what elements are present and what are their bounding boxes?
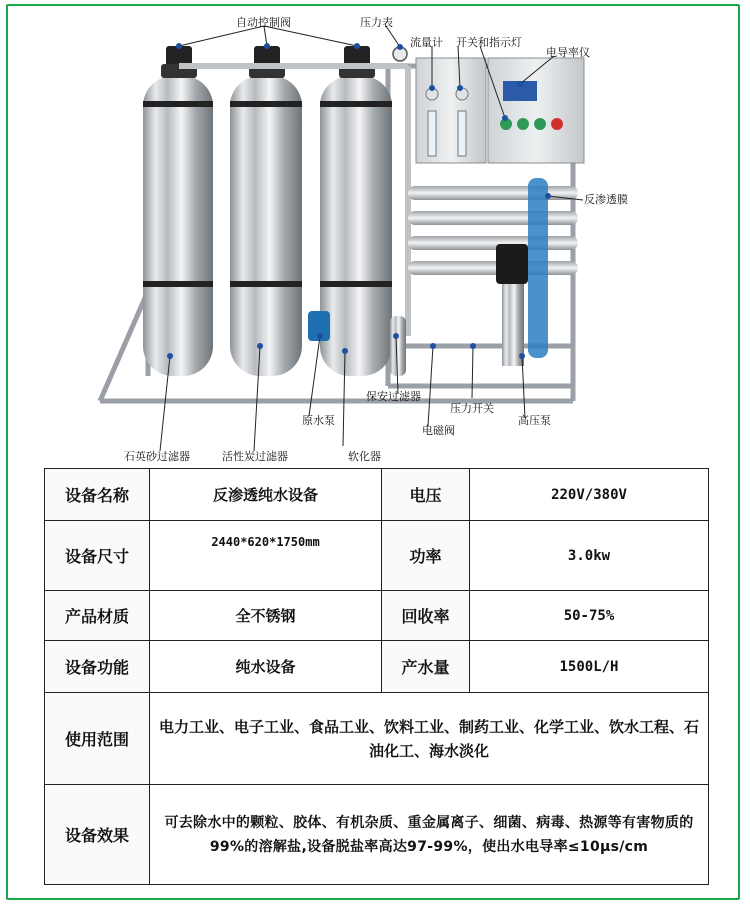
label-pressure-switch: 压力开关: [450, 402, 494, 415]
tank-softener: [320, 46, 392, 376]
spec-label: 设备尺寸: [45, 521, 150, 591]
label-high-pressure-pump: 高压泵: [518, 414, 551, 427]
label-quartz-filter: 石英砂过滤器: [124, 450, 190, 463]
spec-value: 3.0kw: [470, 521, 709, 591]
table-row: [45, 521, 709, 591]
table-row: [45, 785, 709, 885]
label-carbon-filter: 活性炭过滤器: [222, 450, 288, 463]
table-row: [45, 693, 709, 785]
spec-value: 纯水设备: [150, 641, 382, 693]
label-pressure-gauge: 压力表: [360, 16, 393, 29]
label-switch-indicator: 开关和指示灯: [456, 36, 522, 49]
label-raw-water-pump: 原水泵: [302, 414, 335, 427]
spec-value: 2440*620*1750mm: [150, 521, 382, 591]
spec-label: 产品材质: [45, 591, 150, 641]
spec-value: 1500L/H: [470, 641, 709, 693]
spec-label: 设备功能: [45, 641, 150, 693]
spec-value: 50-75%: [470, 591, 709, 641]
spec-label: 设备名称: [45, 469, 150, 521]
table-row: [45, 469, 709, 521]
label-flowmeter: 流量计: [410, 36, 443, 49]
spec-value: 220V/380V: [470, 469, 709, 521]
label-security-filter: 保安过滤器: [366, 390, 421, 403]
tank-carbon: [230, 46, 302, 376]
table-row: [45, 591, 709, 641]
spec-label: 使用范围: [45, 693, 150, 785]
spec-label: 产水量: [382, 641, 470, 693]
spec-value: 反渗透纯水设备: [150, 469, 382, 521]
label-auto-control-valve: 自动控制阀: [236, 16, 291, 29]
spec-label: 电压: [382, 469, 470, 521]
label-softener: 软化器: [348, 450, 381, 463]
spec-value: 全不锈钢: [150, 591, 382, 641]
spec-label: 功率: [382, 521, 470, 591]
spec-label: 设备效果: [45, 785, 150, 885]
table-row: [45, 641, 709, 693]
spec-label: 回收率: [382, 591, 470, 641]
spec-value: 电力工业、电子工业、食品工业、饮料工业、制药工业、化学工业、饮水工程、石油化工、海水淡化: [150, 693, 709, 785]
label-solenoid-valve: 电磁阀: [422, 424, 455, 437]
label-ro-membrane: 反渗透膜: [584, 193, 628, 206]
spec-table: [44, 468, 709, 885]
spec-value: 可去除水中的颗粒、胶体、有机杂质、重金属离子、细菌、病毒、热源等有害物质的99%的溶解盐,设备脱盐率高达97-99%，使出水电导率≤10μs/cm: [150, 785, 709, 885]
label-conductivity-meter: 电导率仪: [546, 46, 590, 59]
tank-quartz: [143, 46, 213, 376]
